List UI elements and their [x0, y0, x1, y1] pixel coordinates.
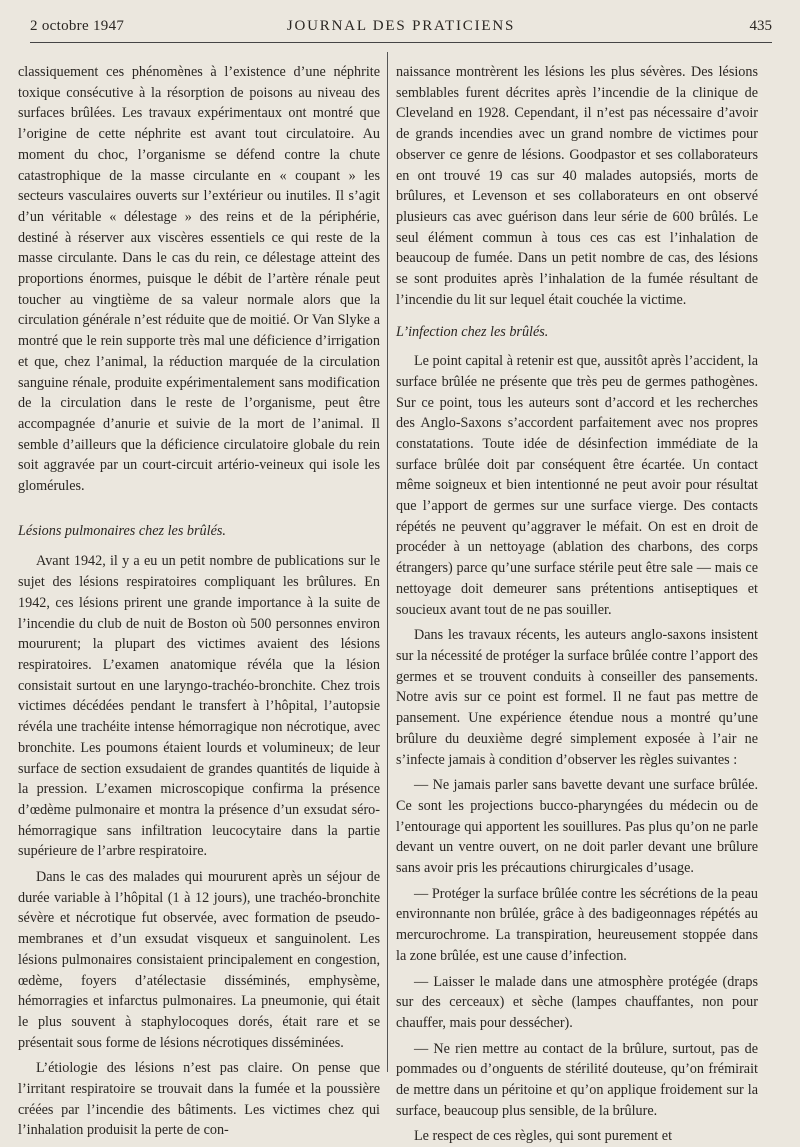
running-header	[30, 16, 772, 43]
paragraph: naissance montrèrent les lésions les plus sévères. Des lésions semblables furent décrites après l’incendie de la clinique de Cleveland en 1928. Cependant, il n’est pas nécessaire d’avoir de grands incendies avec un grand nombre de victimes pour observer ce genre de lésions. Goodpastor et ses collaborateurs en ont trouvé 19 cas sur 40 malades autopsiés, morts de brûlures, et Levenson et ses collaborateurs en ont observé plusieurs cas avec guérison dans leur série de 600 brûlés. Le seul élément commun à tous ces cas est l’inhalation de beaucoup de fumée. Dans un petit nombre de cas, des lésions se sont produites après l’inhalation de la fumée résultant de l’incendie du lit sur lequel était couchée la victime.	[396, 64, 758, 308]
left-column	[18, 62, 380, 1141]
right-column	[396, 62, 758, 1147]
paragraph: — Ne rien mettre au contact de la brûlure, surtout, pas de pommades ou d’onguents de stérilité douteuse, qu’on frémirait de mettre dans un péritoine et qu’on applique froidement sur la surface, beaucoup plus sensible, de la brûlure.	[396, 1040, 758, 1119]
paragraph: Dans le cas des malades qui moururent après un séjour de durée variable à l’hôpital (1 à 12 jours), une trachéo-bronchite sévère et nécrotique fut observée, avec formation de pseudo-membranes et d’un exsudat visqueux et sanguinolent. Les lésions pulmonaires consistaient principalement en congestion, œdème, foyers d’atélectasie disséminés, emphysème, hémorragies et infarctus pulmonaires. La pneumonie, qui était le plus souvent à staphylocoques dorés, était rare et se présentait sous forme de lésions nécrotiques disséminées.	[18, 869, 380, 1051]
journal-title: JOURNAL DES PRATICIENS	[286, 18, 516, 34]
paragraph: Le point capital à retenir est que, aussitôt après l’accident, la surface brûlée ne présente que très peu de germes pathogènes. Sur ce point, tous les auteurs sont d’accord et les recherches des Anglo-Saxons s’accordent parfaitement avec nos propres constatations. Toute idée de désinfection immédiate de la surface brûlée doit par conséquent être écartée. Un contact même soigneux et bien intentionné ne peut avoir pour résultat que l’apport de germes sur une surface vierge. Des contacts répétés ne peuvent qu’aggraver le méfait. On est en droit de procéder à un nettoyage (ablation des charbons, des corps étrangers) parce qu’une surface stérile peut être sale — mais ce nettoyage doit demeurer sans prétentions antiseptiques et soucieux avant tout de ne pas souiller.	[396, 353, 758, 618]
page-number: 435	[749, 18, 772, 34]
header-date: 2 octobre 1947	[30, 18, 125, 34]
paragraph: Le respect de ces règles, qui sont purement et	[414, 1128, 673, 1145]
section-heading-pulmonary: Lésions pulmonaires chez les brûlés.	[18, 522, 226, 539]
section-heading-infection: L’infection chez les brûlés.	[396, 324, 549, 341]
paragraph: classiquement ces phénomènes à l’existence d’une néphrite toxique consécutive à la résorption de poisons au niveau des surfaces brûlées. Les travaux expérimentaux ont montré que l’origine de cette néphrite est avant tout circulatoire. Au moment du choc, l’organisme se défend contre la chute catastrophique de la masse circulante en « coupant » les secteurs vasculaires ouverts sur l’extérieur ou inutiles. Il s’agit d’un véritable « délestage » des reins et de la périphérie, destiné à réserver aux viscères essentiels ce qui reste de la masse circulante. Dans le cas du rein, ce délestage atteint des proportions énormes, puisque le débit de l’artère rénale peut toucher au vingtième de sa valeur normale alors que la circulation générale n’est réduite que de moitié. Or Van Slyke a montré que le rein supporte très mal une déficience d’irrigation et que, chez l’animal, la réduction marquée de la circulation sanguine rénale, produite expérimentalement sans modification de la circulation dans le reste de l’organisme, peut être accompagnée d’anurie et suivie de la mort de l’animal. Il semble d’ailleurs que la déficience circulatoire globale du rein soit aggravée par un court-circuit artério-veineux qui isole les glomérules.	[18, 64, 380, 495]
paragraph: — Ne jamais parler sans bavette devant une surface brûlée. Ce sont les projections bucco-pharyngées du médecin ou de l’entourage qui apportent les souillures. Pas plus qu’on ne parle devant un ventre ouvert, on ne doit parler devant une brûlure sans avoir pris les précautions chirurgicales d’usage.	[396, 777, 758, 877]
paragraph: Dans les travaux récents, les auteurs anglo-saxons insistent sur la nécessité de protéger la surface brûlée contre l’apport des germes et se trouvent conduits à conseiller des pansements. Notre avis sur ce point est formel. Il ne faut pas mettre de pansement. Une expérience étendue nous a montré qu’une brûlure du deuxième degré simplement exposée à l’air ne s’infecte jamais à condition d’observer les règles suivantes :	[396, 627, 758, 768]
paragraph: Avant 1942, il y a eu un petit nombre de publications sur le sujet des lésions respiratoires compliquant les brûlures. En 1942, ces lésions prirent une grande importance à la suite de l’incendie du club de nuit de Boston où 500 personnes environ moururent; la plupart des victimes avaient des lésions respiratoires. L’examen anatomique révéla que la lésion consistait surtout en une laryngo-trachéo-bronchite. Chez trois victimes décédées pendant le transfert à l’hôpital, l’autopsie révéla une trachéite intense hémorragique non nécrotique, avec bronchite. Les poumons étaient lourds et volumineux; de leur surface de section exsudaient de grandes quantités de liquide à la pression. L’examen microscopique confirma la présence d’œdème pulmonaire et montra la présence d’un exsudat séro-hémorragique sans infiltration leucocytaire dans la partie supérieure de l’arbre respiratoire.	[18, 553, 380, 860]
paragraph: L’étiologie des lésions n’est pas claire. On pense que l’irritant respiratoire se trouvait dans la fumée et la poussière créées par l’incendie des bâtiments. Les victimes chez qui l’inhalation produisit la perte de con-	[18, 1060, 380, 1139]
paragraph: — Laisser le malade dans une atmosphère protégée (draps sur des cerceaux) et sèche (lampes chauffantes, non pour chauffer, mais pour dessécher).	[396, 973, 758, 1031]
column-divider	[387, 52, 388, 1072]
paragraph: — Protéger la surface brûlée contre les sécrétions de la peau environnante non brûlée, grâce à des badigeonnages répétés au mercurochrome. La transpiration, heureusement stoppée dans la zone brûlée, est une cause d’infection.	[396, 885, 758, 964]
